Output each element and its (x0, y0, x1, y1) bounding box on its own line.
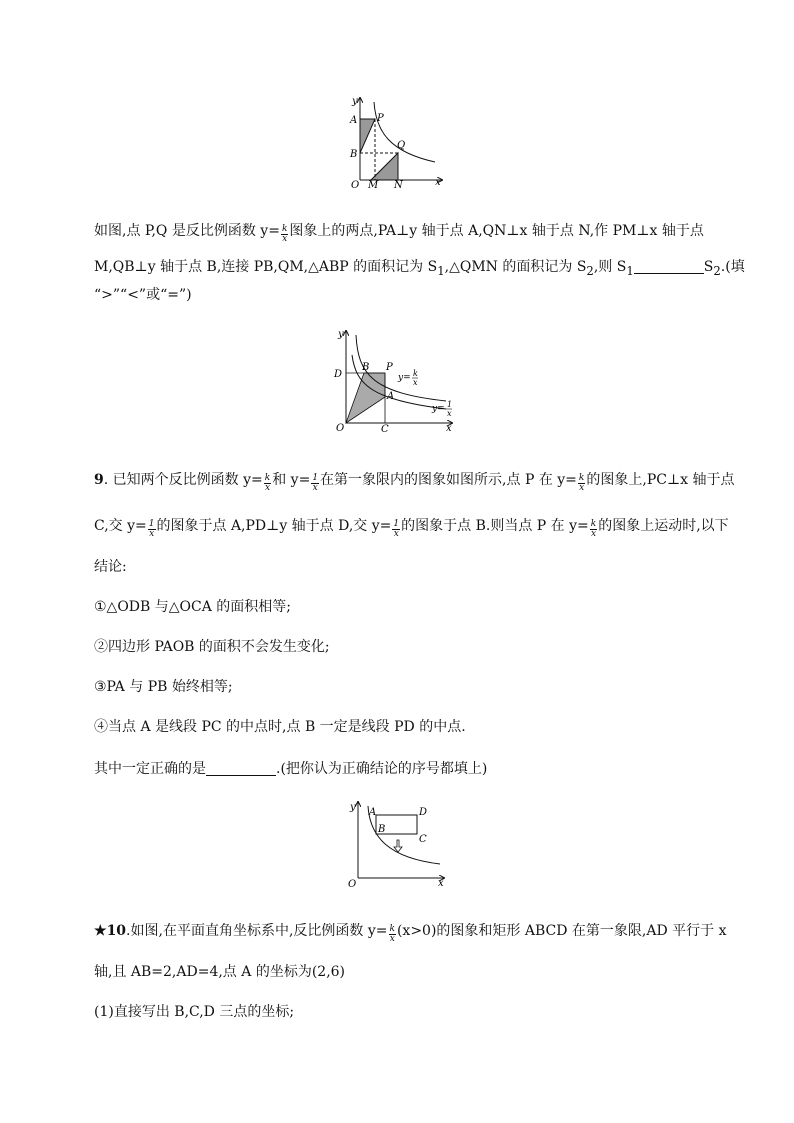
figure-1-graph (340, 92, 450, 192)
label-p: P (377, 113, 384, 124)
arrow-down-icon (394, 840, 402, 852)
label-o: O (348, 879, 357, 890)
label-q: Q (397, 140, 406, 151)
label-y: y (352, 96, 358, 107)
star-icon: ★ (94, 923, 107, 939)
figure-2 (328, 325, 458, 435)
label-c: C (419, 834, 427, 845)
label-a: A (350, 115, 358, 126)
fraction: $\frac{k}{x}$ (281, 224, 288, 244)
label-d: D (334, 369, 343, 380)
q8-line-2: M,QB⊥y 轴于点 B,连接 PB,QM,△ABP 的面积记为 $S_1,\triangle QMN$ 的面积记为 $S_2$,则 $S_1$ $S_2$.(填 (94, 259, 745, 278)
q9-item-4: ④当点 A 是线段 PC 的中点时,点 B 一定是线段 PD 的中点. (94, 719, 466, 735)
q9-item-3: ③PA 与 PB 始终相等; (94, 679, 233, 695)
label-p: P (386, 362, 393, 373)
label-o: O (351, 180, 360, 191)
label-curve-k: y= (398, 373, 411, 383)
label-one-den: x (447, 409, 452, 418)
label-b: B (350, 149, 358, 160)
q9-answer-line: 其中一定正确的是 .(把你认为正确结论的序号都填上) (94, 761, 488, 777)
q9-line-1: 9. 已知两个反比例函数 y= $\frac{k}{x}$ 和 y= $\frac{1}{x}$ 在第一象限内的图象如图所示,点 P 在 y= $\frac{k}{x}$ 的图象上,PC⊥x 轴于点 (94, 472, 735, 493)
label-a: A (369, 807, 377, 818)
answer-blank[interactable] (206, 761, 276, 776)
label-x: x (446, 423, 452, 434)
figure-3 (340, 798, 450, 890)
answer-blank[interactable] (634, 259, 704, 274)
q9-item-1: ①△ODB 与△OCA 的面积相等; (94, 599, 291, 615)
figure-1 (340, 92, 450, 192)
label-x: x (435, 177, 441, 188)
label-curve-1: y= (432, 404, 445, 414)
label-one-num: 1 (447, 400, 453, 409)
figure-3-graph (340, 798, 450, 890)
label-m: M (368, 180, 379, 191)
label-d: D (419, 807, 428, 818)
q10-line-2: 轴,且 AB=2,AD=4,点 A 的坐标为(2,6) (94, 964, 346, 980)
label-k-num: k (413, 369, 418, 378)
label-b: B (378, 824, 386, 835)
q9-item-2: ②四边形 PAOB 的面积不会发生变化; (94, 639, 330, 655)
label-n: N (394, 180, 403, 191)
label-c: C (381, 424, 389, 435)
label-x: x (438, 878, 444, 889)
triangle-abp (360, 119, 375, 153)
quadrilateral-paob (346, 373, 385, 423)
label-k-den: x (413, 378, 418, 387)
q10-line-1: ★10.如图,在平面直角坐标系中,反比例函数 y= $\frac{k}{x}$ (x>0)的图象和矩形 ABCD 在第一象限,AD 平行于 x (94, 923, 727, 944)
q9-line-3: 结论: (94, 559, 127, 575)
hyperbola (374, 102, 435, 162)
q8-line-3: “>”“<”或“=”) (94, 287, 192, 303)
q9-line-2: C,交 y= $\frac{1}{x}$ 的图象于点 A,PD⊥y 轴于点 D,交 y= $\frac{1}{x}$ 的图象于点 B.则当点 P 在 y= $\frac{k}{x}$ 的图象上运动时,以下 (94, 518, 729, 539)
label-b: B (362, 362, 370, 373)
label-y: y (350, 802, 356, 813)
q10-line-3: (1)直接写出 B,C,D 三点的坐标; (94, 1004, 295, 1020)
label-a: A (387, 391, 395, 402)
figure-2-graph (328, 325, 458, 435)
q8-line-1: 如图,点 P,Q 是反比例函数 y= $\frac{k}{x}$ 图象上的两点,PA⊥y 轴于点 A,QN⊥x 轴于点 N,作 PM⊥x 轴于点 (94, 223, 704, 244)
label-y: y (338, 329, 344, 340)
label-o: O (336, 423, 345, 434)
